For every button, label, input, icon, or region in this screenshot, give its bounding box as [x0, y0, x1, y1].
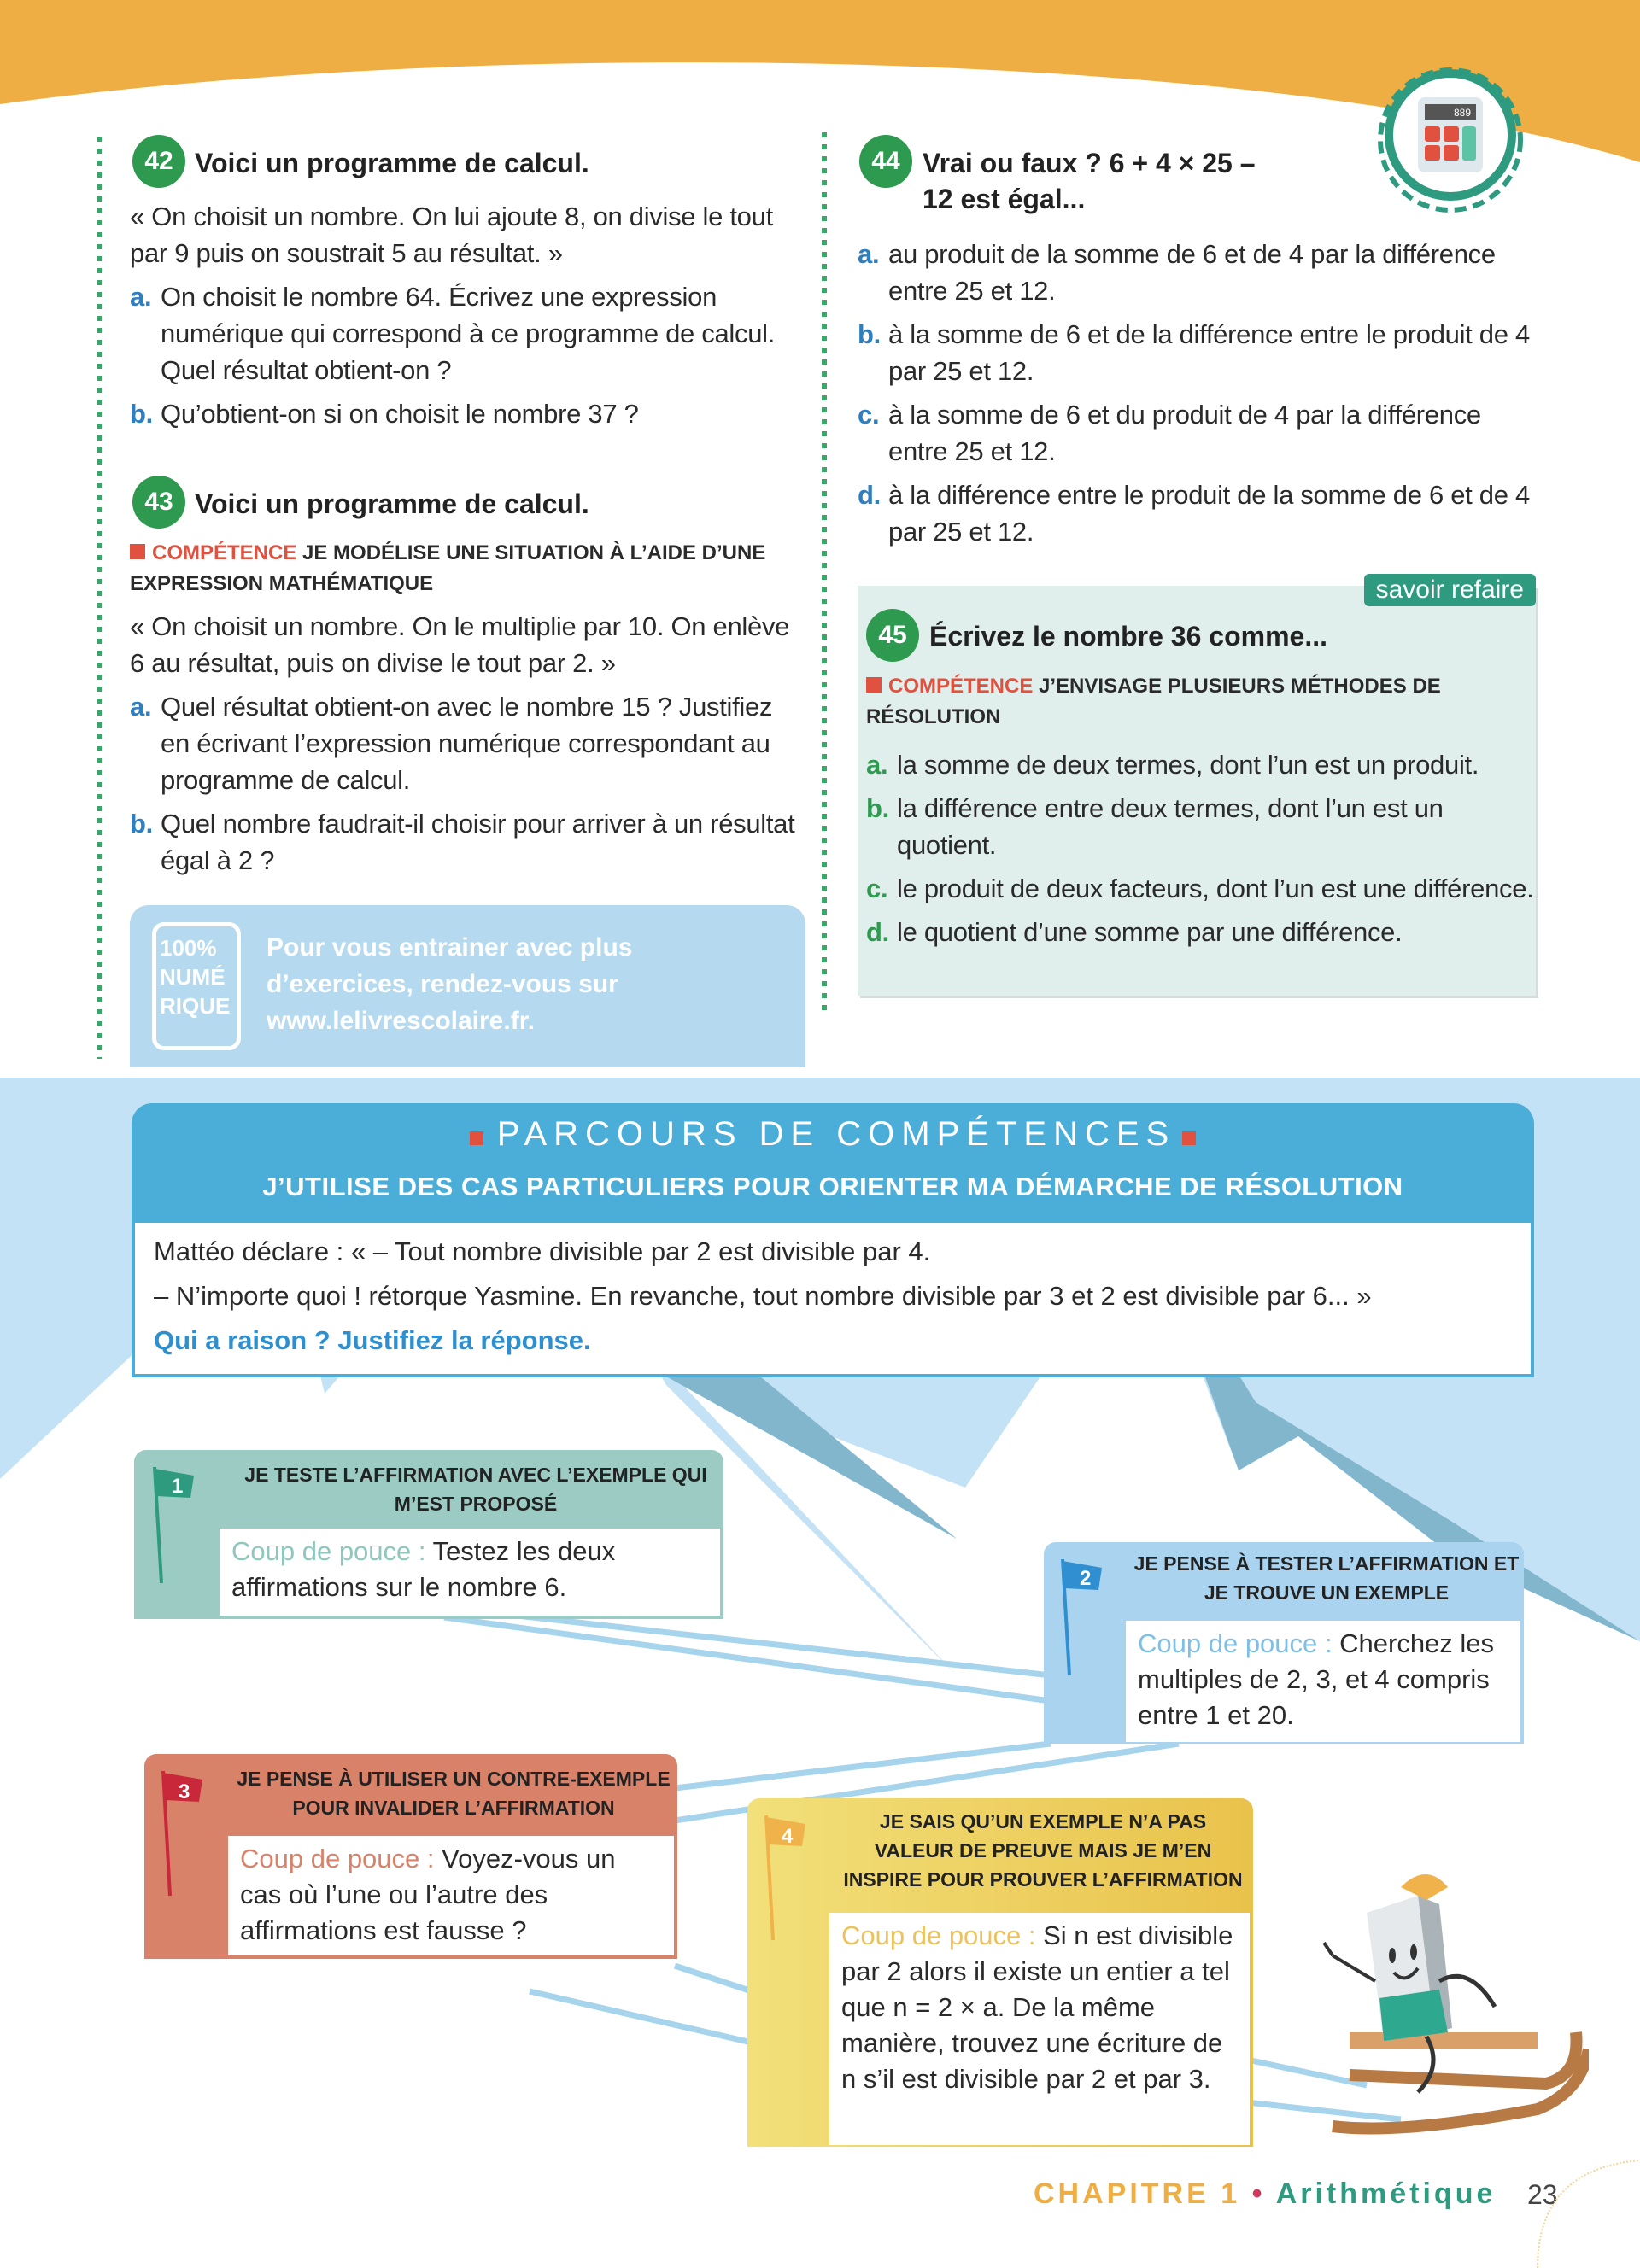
column-divider — [97, 137, 102, 1059]
exercise-43-body — [130, 608, 805, 879]
decorative-arc — [1529, 2152, 1640, 2268]
svg-text:889: 889 — [1453, 107, 1471, 119]
question-item: c. le produit de deux facteurs, dont l’un est une différence. — [866, 874, 1534, 903]
exercise-45-items — [866, 739, 1541, 950]
digital-box — [130, 905, 805, 1067]
question-item: b. la différence entre deux termes, dont l’un est un quotient. — [866, 793, 1444, 860]
step-heading: JE PENSE À UTILISER UN CONTRE-EXEMPLE POUR INVALIDER L’AFFIRMATION — [237, 1768, 671, 1819]
question-item: b. Quel nombre faudrait-il choisir pour arriver à un résultat égal à 2 ? — [130, 809, 795, 875]
exercise-title: Voici un programme de calcul. — [195, 488, 589, 519]
parcours-subtitle: J’UTILISE DES CAS PARTICULIERS POUR ORIENTER MA DÉMARCHE DE RÉSOLUTION — [262, 1172, 1403, 1201]
exercise-42-body — [130, 198, 805, 432]
svg-text:1: 1 — [172, 1475, 184, 1498]
svg-text:2: 2 — [1080, 1567, 1092, 1590]
step-heading: JE SAIS QU’UN EXEMPLE N’A PAS VALEUR DE PREUVE MAIS JE M’EN INSPIRE POUR PROUVER L’AFFIRMATION — [843, 1810, 1243, 1891]
step-hint: Coup de pouce : Voyez-vous un cas où l’une ou l’autre des affirmations est fausse ? — [228, 1836, 674, 1955]
question-item: a. au produit de la somme de 6 et de 4 par la différence entre 25 et 12. — [858, 239, 1496, 306]
competence-label: COMPÉTENCE J’ENVISAGE PLUSIEURS MÉTHODES DE RÉSOLUTION — [866, 675, 1441, 728]
question-item: a. Quel résultat obtient-on avec le nombre 15 ? Justifiez en écrivant l’expression numérique correspondant au programme de calcul. — [130, 692, 773, 795]
svg-text:3: 3 — [179, 1780, 190, 1803]
question-item: b. Qu’obtient-on si on choisit le nombre 37 ? — [130, 399, 639, 429]
step-2-card — [1044, 1542, 1524, 1744]
svg-text:4: 4 — [782, 1825, 794, 1848]
exercise-title: Voici un programme de calcul. — [195, 148, 589, 178]
footer-chapter: CHAPITRE 1 • Arithmétique — [1034, 2177, 1496, 2210]
exercise-number: 45 — [866, 609, 919, 662]
step-1-card — [134, 1450, 723, 1619]
step-hint: Coup de pouce : Cherchez les multiples de 2, 3, et 4 compris entre 1 et 20. — [1126, 1621, 1520, 1742]
phone-icon: 100% NUMÉ RIQUE — [152, 922, 241, 1050]
parcours-box — [132, 1103, 1534, 1377]
question-item: b. à la somme de 6 et de la différence entre le produit de 4 par 25 et 12. — [858, 319, 1530, 386]
statement-line: Mattéo déclare : « – Tout nombre divisible par 2 est divisible par 4. — [154, 1236, 931, 1266]
step-heading: JE PENSE À TESTER L’AFFIRMATION ET JE TROUVE UN EXEMPLE — [1133, 1552, 1520, 1604]
column-divider — [822, 132, 827, 1012]
parcours-question: Qui a raison ? Justifiez la réponse. — [154, 1325, 591, 1355]
exercise-number: 43 — [132, 476, 185, 529]
parcours-statement — [135, 1223, 1531, 1374]
competence-label: COMPÉTENCE JE MODÉLISE UNE SITUATION À L’AIDE D’UNE EXPRESSION MATHÉMATIQUE — [130, 541, 766, 595]
step-4-card — [747, 1798, 1253, 2147]
question-item: a. On choisit le nombre 64. Écrivez une expression numérique qui correspond à ce programme de calcul. Quel résultat obtient-on ? — [130, 282, 776, 385]
flag-icon — [761, 1815, 812, 1944]
calculator-icon — [1375, 65, 1526, 215]
exercise-44-body — [858, 229, 1541, 550]
statement-line: – N’importe quoi ! rétorque Yasmine. En revanche, tout nombre divisible par 3 et 2 est divisible par 6... » — [154, 1281, 1372, 1311]
step-hint: Coup de pouce : Testez les deux affirmations sur le nombre 6. — [220, 1529, 720, 1616]
flag-icon — [1057, 1559, 1109, 1679]
question-item: a. la somme de deux termes, dont l’un est un produit. — [866, 750, 1479, 780]
exercise-intro: « On choisit un nombre. On lui ajoute 8, on divise le tout par 9 puis on soustrait 5 au résultat. » — [130, 202, 773, 268]
exercise-intro: « On choisit un nombre. On le multiplie par 10. On enlève 6 au résultat, puis on divise le tout par 2. » — [130, 611, 790, 678]
flag-icon — [149, 1467, 201, 1587]
question-item: d. le quotient d’une somme par une différence. — [866, 917, 1403, 947]
savoir-refaire-tag: savoir refaire — [1364, 574, 1536, 606]
question-item: d. à la différence entre le produit de la somme de 6 et de 4 par 25 et 12. — [858, 480, 1530, 547]
digital-link-text[interactable]: Pour vous entrainer avec plus d’exercices, rendez-vous sur www.lelivrescolaire.fr. — [266, 933, 633, 1035]
step-3-card — [144, 1754, 677, 1959]
exercise-number: 44 — [859, 135, 912, 188]
flag-icon — [158, 1771, 209, 1899]
exercise-title: Écrivez le nombre 36 comme... — [929, 621, 1327, 652]
question-item: c. à la somme de 6 et du produit de 4 par la différence entre 25 et 12. — [858, 400, 1481, 466]
exercise-45-box — [858, 576, 1536, 996]
exercise-number: 42 — [132, 135, 185, 188]
exercise-title: Vrai ou faux ? 6 + 4 × 25 – 12 est égal... — [922, 148, 1256, 214]
page-number: 23 — [1527, 2179, 1558, 2210]
step-hint: Coup de pouce : Si n est divisible par 2 alors il existe un entier a tel que n = 2 × a. De la même manière, trouvez une écriture de n s’il est divisible par 2 et par 3. — [829, 1913, 1250, 2145]
mascot-sled-illustration — [1298, 1862, 1589, 2160]
step-heading: JE TESTE L’AFFIRMATION AVEC L’EXEMPLE QUI M’EST PROPOSÉ — [244, 1464, 707, 1515]
parcours-title: PARCOURS DE COMPÉTENCES — [132, 1115, 1534, 1154]
